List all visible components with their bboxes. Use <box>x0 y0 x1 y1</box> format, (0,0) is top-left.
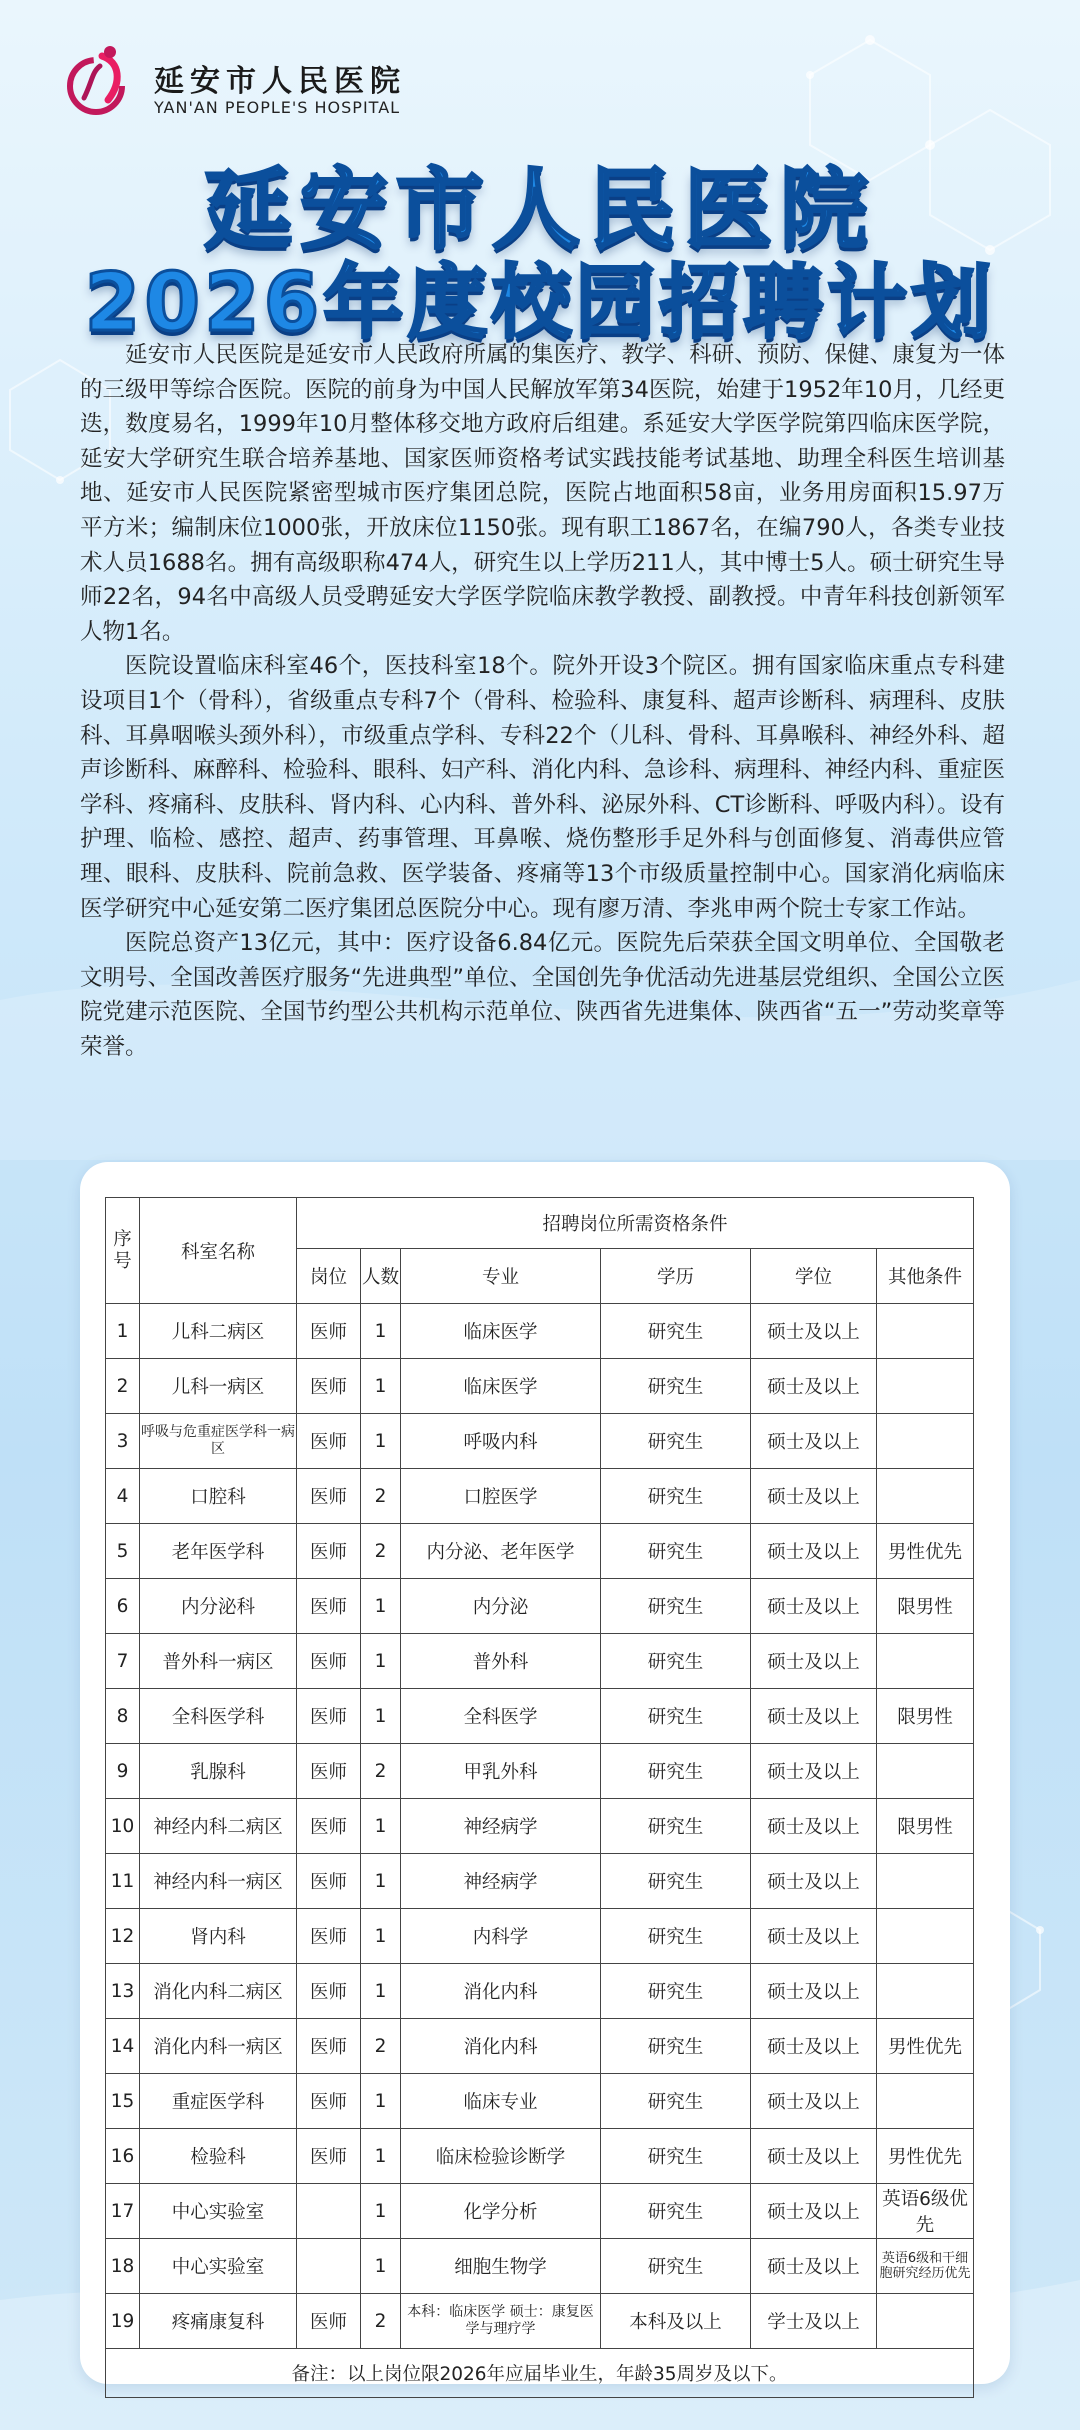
cell-major: 口腔医学 <box>401 1469 601 1524</box>
table-row <box>106 1469 974 1524</box>
cell-post <box>297 2239 361 2294</box>
cell-edu: 本科及以上 <box>601 2294 751 2349</box>
cell-edu: 研究生 <box>601 1359 751 1414</box>
cell-dept: 乳腺科 <box>140 1744 297 1799</box>
cell-edu: 研究生 <box>601 1304 751 1359</box>
table-row <box>106 1799 974 1854</box>
cell-other: 男性优先 <box>877 1524 974 1579</box>
cell-count: 1 <box>361 1799 401 1854</box>
cell-seq: 15 <box>106 2074 140 2129</box>
cell-major: 本科：临床医学 硕士：康复医学与理疗学 <box>401 2294 601 2349</box>
cell-dept: 疼痛康复科 <box>140 2294 297 2349</box>
intro-text <box>80 338 1005 1064</box>
cell-dept: 中心实验室 <box>140 2239 297 2294</box>
cell-major: 内分泌 <box>401 1579 601 1634</box>
table-row <box>106 1744 974 1799</box>
cell-count: 2 <box>361 1744 401 1799</box>
cell-count: 1 <box>361 1414 401 1469</box>
table-row <box>106 2019 974 2074</box>
cell-post: 医师 <box>297 1909 361 1964</box>
cell-post: 医师 <box>297 1469 361 1524</box>
cell-seq: 5 <box>106 1524 140 1579</box>
cell-seq: 14 <box>106 2019 140 2074</box>
cell-count: 2 <box>361 2019 401 2074</box>
cell-dept: 消化内科一病区 <box>140 2019 297 2074</box>
cell-degree: 硕士及以上 <box>751 1909 877 1964</box>
cell-degree: 硕士及以上 <box>751 1689 877 1744</box>
cell-major: 普外科 <box>401 1634 601 1689</box>
hospital-logo-icon <box>62 42 142 122</box>
cell-edu: 研究生 <box>601 1524 751 1579</box>
cell-count: 1 <box>361 1634 401 1689</box>
cell-major: 临床医学 <box>401 1359 601 1414</box>
cell-dept: 神经内科二病区 <box>140 1799 297 1854</box>
table-row <box>106 1304 974 1359</box>
page-title-line2: 2026年度校园招聘计划 <box>84 256 996 349</box>
cell-degree: 硕士及以上 <box>751 1469 877 1524</box>
cell-post: 医师 <box>297 1964 361 2019</box>
header-major: 专业 <box>401 1249 601 1304</box>
cell-seq: 11 <box>106 1854 140 1909</box>
cell-other <box>877 1304 974 1359</box>
cell-degree: 硕士及以上 <box>751 2129 877 2184</box>
cell-other: 限男性 <box>877 1799 974 1854</box>
cell-edu: 研究生 <box>601 1579 751 1634</box>
page-title-line1: 延安市人民医院 <box>203 158 876 261</box>
cell-major: 化学分析 <box>401 2184 601 2239</box>
header-group: 招聘岗位所需资格条件 <box>297 1198 974 1249</box>
cell-seq: 8 <box>106 1689 140 1744</box>
recruitment-table-card <box>80 1162 1010 2384</box>
cell-major: 消化内科 <box>401 2019 601 2074</box>
cell-other <box>877 1359 974 1414</box>
cell-edu: 研究生 <box>601 2239 751 2294</box>
cell-seq: 12 <box>106 1909 140 1964</box>
table-row <box>106 1634 974 1689</box>
cell-degree: 硕士及以上 <box>751 1359 877 1414</box>
cell-other: 英语6级优先 <box>877 2184 974 2239</box>
cell-degree: 硕士及以上 <box>751 1744 877 1799</box>
cell-seq: 16 <box>106 2129 140 2184</box>
cell-edu: 研究生 <box>601 1854 751 1909</box>
header-edu: 学历 <box>601 1249 751 1304</box>
cell-post: 医师 <box>297 1689 361 1744</box>
table-row <box>106 1909 974 1964</box>
header-post: 岗位 <box>297 1249 361 1304</box>
cell-post: 医师 <box>297 1634 361 1689</box>
cell-post: 医师 <box>297 1414 361 1469</box>
cell-major: 神经病学 <box>401 1854 601 1909</box>
cell-dept: 普外科一病区 <box>140 1634 297 1689</box>
cell-edu: 研究生 <box>601 2074 751 2129</box>
cell-post: 医师 <box>297 1744 361 1799</box>
cell-seq: 10 <box>106 1799 140 1854</box>
recruitment-table <box>105 1197 974 2398</box>
cell-post: 医师 <box>297 2074 361 2129</box>
cell-dept: 儿科一病区 <box>140 1359 297 1414</box>
cell-count: 1 <box>361 2129 401 2184</box>
cell-seq: 3 <box>106 1414 140 1469</box>
cell-post: 医师 <box>297 1579 361 1634</box>
cell-other: 男性优先 <box>877 2129 974 2184</box>
cell-seq: 6 <box>106 1579 140 1634</box>
cell-count: 1 <box>361 2184 401 2239</box>
cell-count: 1 <box>361 2074 401 2129</box>
cell-dept: 中心实验室 <box>140 2184 297 2239</box>
cell-degree: 硕士及以上 <box>751 1634 877 1689</box>
cell-major: 甲乳外科 <box>401 1744 601 1799</box>
cell-other: 限男性 <box>877 1689 974 1744</box>
intro-paragraph: 医院设置临床科室46个，医技科室18个。院外开设3个院区。拥有国家临床重点专科建设项目1个（骨科），省级重点专科7个（骨科、检验科、康复科、超声诊断科、病理科、皮肤科、耳鼻咽喉头颈外科），市级重点学科、专科22个（儿科、骨科、耳鼻喉科、神经外科、超声诊断科、麻醉科、检验科、眼科、妇产科、消化内科、急诊科、病理科、神经内科、重症医学科、疼痛科、皮肤科、肾内科、心内科、普外科、泌尿外科、CT诊断科、呼吸内科）。设有护理、临检、感控、超声、药事管理、耳鼻喉、烧伤整形手足外科与创面修复、消毒供应管理、眼科、皮肤科、院前急救、医学装备、疼痛等13个市级质量控制中心。国家消化病临床医学研究中心延安第二医疗集团总医院分中心。现有廖万清、李兆申两个院士专家工作站。 <box>80 653 1005 922</box>
cell-degree: 硕士及以上 <box>751 1854 877 1909</box>
cell-post: 医师 <box>297 1799 361 1854</box>
intro-paragraph: 延安市人民医院是延安市人民政府所属的集医疗、教学、科研、预防、保健、康复为一体的三级甲等综合医院。医院的前身为中国人民解放军第34医院，始建于1952年10月，几经更迭，数度易名，1999年10月整体移交地方政府后组建。系延安大学医学院第四临床医学院，延安大学研究生联合培养基地、国家医师资格考试实践技能考试基地、助理全科医生培训基地、延安市人民医院紧密型城市医疗集团总院，医院占地面积58亩，业务用房面积15.97万平方米；编制床位1000张，开放床位1150张。现有职工1867名，在编790人，各类专业技术人员1688名。拥有高级职称474人，研究生以上学历211人，其中博士5人。硕士研究生导师22名，94名中高级人员受聘延安大学医学院临床教学教授、副教授。中青年科技创新领军人物1名。 <box>80 342 1005 645</box>
cell-edu: 研究生 <box>601 1414 751 1469</box>
header-degree: 学位 <box>751 1249 877 1304</box>
cell-count: 1 <box>361 1359 401 1414</box>
table-row <box>106 2074 974 2129</box>
cell-dept: 全科医学科 <box>140 1689 297 1744</box>
cell-seq: 18 <box>106 2239 140 2294</box>
cell-major: 临床检验诊断学 <box>401 2129 601 2184</box>
cell-seq: 1 <box>106 1304 140 1359</box>
cell-edu: 研究生 <box>601 1744 751 1799</box>
cell-dept: 内分泌科 <box>140 1579 297 1634</box>
cell-dept: 检验科 <box>140 2129 297 2184</box>
header-other: 其他条件 <box>877 1249 974 1304</box>
intro-paragraph: 医院总资产13亿元，其中：医疗设备6.84亿元。医院先后荣获全国文明单位、全国敬老文明号、全国改善医疗服务“先进典型”单位、全国创先争优活动先进基层党组织、全国公立医院党建示范医院、全国节约型公共机构示范单位、陕西省先进集体、陕西省“五一”劳动奖章等荣誉。 <box>80 930 1005 1060</box>
cell-edu: 研究生 <box>601 1634 751 1689</box>
cell-post: 医师 <box>297 2294 361 2349</box>
cell-dept: 儿科二病区 <box>140 1304 297 1359</box>
cell-major: 神经病学 <box>401 1799 601 1854</box>
cell-degree: 硕士及以上 <box>751 2074 877 2129</box>
cell-seq: 13 <box>106 1964 140 2019</box>
cell-other <box>877 2294 974 2349</box>
cell-degree: 硕士及以上 <box>751 1964 877 2019</box>
cell-count: 1 <box>361 1964 401 2019</box>
table-row <box>106 2184 974 2239</box>
cell-dept: 肾内科 <box>140 1909 297 1964</box>
header-count: 人数 <box>361 1249 401 1304</box>
cell-other <box>877 2074 974 2129</box>
cell-degree: 硕士及以上 <box>751 2019 877 2074</box>
table-row <box>106 1964 974 2019</box>
cell-major: 临床医学 <box>401 1304 601 1359</box>
cell-major: 细胞生物学 <box>401 2239 601 2294</box>
cell-seq: 9 <box>106 1744 140 1799</box>
cell-post <box>297 2184 361 2239</box>
cell-seq: 2 <box>106 1359 140 1414</box>
cell-other: 男性优先 <box>877 2019 974 2074</box>
header-dept: 科室名称 <box>140 1198 297 1304</box>
cell-major: 内分泌、老年医学 <box>401 1524 601 1579</box>
cell-dept: 神经内科一病区 <box>140 1854 297 1909</box>
cell-count: 1 <box>361 1304 401 1359</box>
cell-edu: 研究生 <box>601 1964 751 2019</box>
cell-dept: 口腔科 <box>140 1469 297 1524</box>
cell-major: 临床专业 <box>401 2074 601 2129</box>
cell-count: 2 <box>361 2294 401 2349</box>
cell-count: 1 <box>361 1689 401 1744</box>
cell-other <box>877 1744 974 1799</box>
cell-edu: 研究生 <box>601 2019 751 2074</box>
table-row <box>106 2129 974 2184</box>
cell-other <box>877 1469 974 1524</box>
cell-other <box>877 1414 974 1469</box>
cell-post: 医师 <box>297 2129 361 2184</box>
cell-edu: 研究生 <box>601 1909 751 1964</box>
cell-major: 呼吸内科 <box>401 1414 601 1469</box>
table-row <box>106 1524 974 1579</box>
cell-dept: 重症医学科 <box>140 2074 297 2129</box>
cell-post: 医师 <box>297 2019 361 2074</box>
cell-count: 1 <box>361 1854 401 1909</box>
cell-degree: 硕士及以上 <box>751 1414 877 1469</box>
cell-degree: 硕士及以上 <box>751 1304 877 1359</box>
cell-edu: 研究生 <box>601 2129 751 2184</box>
table-row <box>106 1689 974 1744</box>
cell-count: 2 <box>361 1524 401 1579</box>
cell-count: 1 <box>361 1909 401 1964</box>
table-row <box>106 1579 974 1634</box>
cell-major: 内科学 <box>401 1909 601 1964</box>
cell-post: 医师 <box>297 1304 361 1359</box>
cell-seq: 7 <box>106 1634 140 1689</box>
cell-other <box>877 1634 974 1689</box>
table-row <box>106 1359 974 1414</box>
cell-dept: 老年医学科 <box>140 1524 297 1579</box>
cell-degree: 学士及以上 <box>751 2294 877 2349</box>
cell-other: 限男性 <box>877 1579 974 1634</box>
cell-other: 英语6级和干细胞研究经历优先 <box>877 2239 974 2294</box>
cell-edu: 研究生 <box>601 1799 751 1854</box>
cell-other <box>877 1909 974 1964</box>
cell-post: 医师 <box>297 1524 361 1579</box>
cell-edu: 研究生 <box>601 1469 751 1524</box>
cell-major: 全科医学 <box>401 1689 601 1744</box>
cell-post: 医师 <box>297 1854 361 1909</box>
cell-dept: 消化内科二病区 <box>140 1964 297 2019</box>
cell-degree: 硕士及以上 <box>751 2184 877 2239</box>
cell-degree: 硕士及以上 <box>751 2239 877 2294</box>
cell-dept: 呼吸与危重症医学科一病区 <box>140 1414 297 1469</box>
logo-chinese-name: 延安市人民医院 <box>154 64 406 99</box>
cell-degree: 硕士及以上 <box>751 1524 877 1579</box>
header-seq: 序号 <box>106 1198 140 1304</box>
cell-major: 消化内科 <box>401 1964 601 2019</box>
cell-seq: 4 <box>106 1469 140 1524</box>
cell-degree: 硕士及以上 <box>751 1579 877 1634</box>
cell-post: 医师 <box>297 1359 361 1414</box>
cell-edu: 研究生 <box>601 2184 751 2239</box>
table-row <box>106 2239 974 2294</box>
cell-count: 2 <box>361 1469 401 1524</box>
table-row <box>106 1854 974 1909</box>
table-note: 备注：以上岗位限2026年应届毕业生，年龄35周岁及以下。 <box>106 2349 974 2398</box>
table-row <box>106 1414 974 1469</box>
cell-other <box>877 1854 974 1909</box>
cell-count: 1 <box>361 2239 401 2294</box>
cell-count: 1 <box>361 1579 401 1634</box>
cell-degree: 硕士及以上 <box>751 1799 877 1854</box>
cell-other <box>877 1964 974 2019</box>
cell-seq: 19 <box>106 2294 140 2349</box>
cell-seq: 17 <box>106 2184 140 2239</box>
hospital-logo <box>62 42 442 122</box>
cell-edu: 研究生 <box>601 1689 751 1744</box>
logo-english-name: YAN'AN PEOPLE'S HOSPITAL <box>154 98 401 117</box>
table-row <box>106 2294 974 2349</box>
